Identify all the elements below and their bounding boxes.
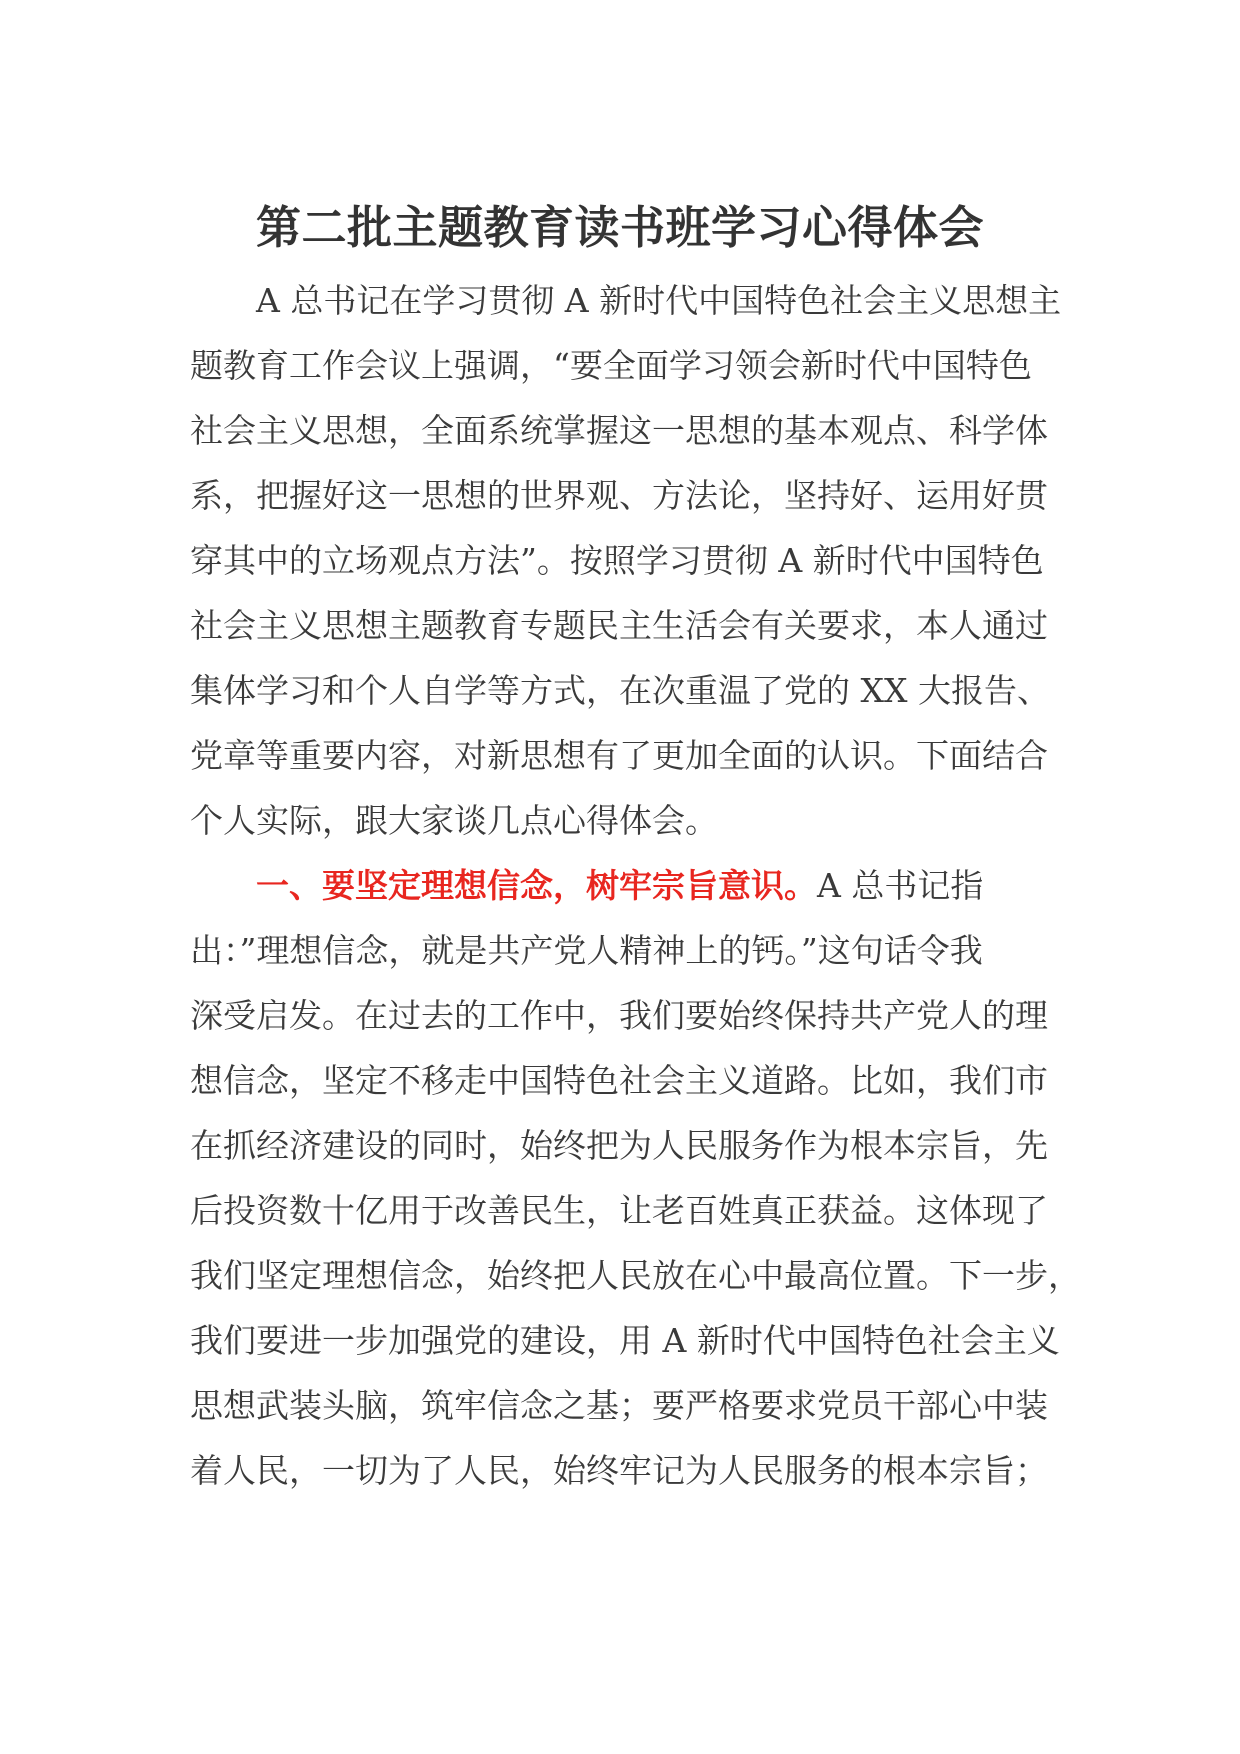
section-heading-line [190,853,1050,918]
section-heading: 一、要坚定理想信念，树牢宗旨意识。 [256,866,817,905]
section-heading-tail: A 总书记指 [817,866,984,905]
paragraph-intro [190,268,1062,853]
paragraph-line: 我们坚定理想信念，始终把人民放在心中最高位置。下一步， [190,1256,1081,1295]
paragraph-line: 思想武装头脑，筑牢信念之基；要严格要求党员干部心中装 [190,1386,1048,1425]
paragraph-line: 题教育工作会议上强调，“要全面学习领会新时代中国特色 [190,346,1032,385]
paragraph-line: 后投资数十亿用于改善民生，让老百姓真正获益。这体现了 [190,1191,1048,1230]
paragraph-line: 在抓经济建设的同时，始终把为人民服务作为根本宗旨，先 [190,1126,1048,1165]
paragraph-line: 社会主义思想，全面系统掌握这一思想的基本观点、科学体 [190,411,1048,450]
paragraph-line: 党章等重要内容，对新思想有了更加全面的认识。下面结合 [190,736,1048,775]
paragraph-line: A 总书记在学习贯彻 A 新时代中国特色社会主义思想主 [256,281,1062,320]
paragraph-line: 想信念，坚定不移走中国特色社会主义道路。比如，我们市 [190,1061,1048,1100]
document-title: 第二批主题教育读书班学习心得体会 [255,201,984,254]
paragraph-line: 个人实际，跟大家谈几点心得体会。 [190,801,718,840]
paragraph-line: 出：”理想信念，就是共产党人精神上的钙。”这句话令我 [190,931,983,970]
paragraph-line: 集体学习和个人自学等方式，在次重温了党的 XX 大报告、 [190,671,1050,710]
paragraph-line: 我们要进一步加强党的建设，用 A 新时代中国特色社会主义 [190,1321,1060,1360]
paragraph-line: 社会主义思想主题教育专题民主生活会有关要求，本人通过 [190,606,1048,645]
document-body [190,268,1081,1503]
paragraph-line: 穿其中的立场观点方法”。按照学习贯彻 A 新时代中国特色 [190,541,1044,580]
section-one [190,853,1081,1503]
paragraph-line: 深受启发。在过去的工作中，我们要始终保持共产党人的理 [190,996,1048,1035]
paragraph-line: 系，把握好这一思想的世界观、方法论，坚持好、运用好贯 [190,476,1048,515]
paragraph-line: 着人民，一切为了人民，始终牢记为人民服务的根本宗旨； [190,1451,1048,1490]
